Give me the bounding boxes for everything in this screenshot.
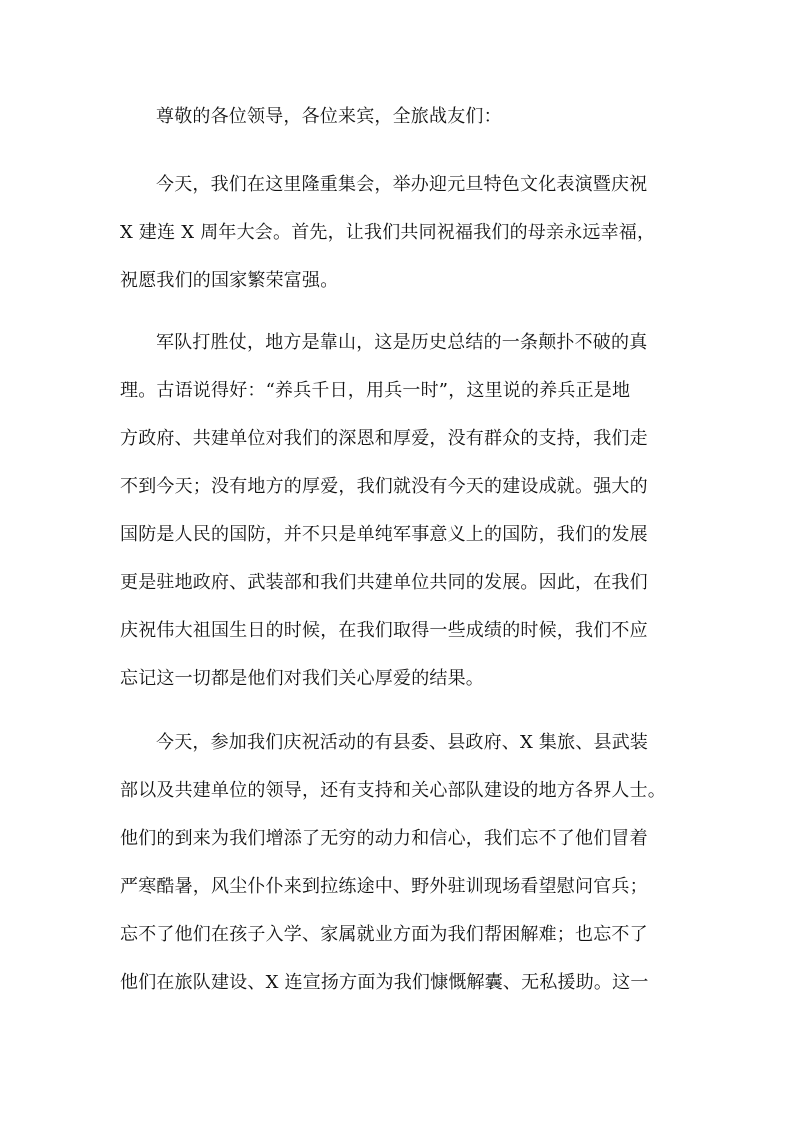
paragraph-line: 今天，参加我们庆祝活动的有县委、县政府、X 集旅、县武装 — [156, 732, 649, 753]
salutation-block — [120, 105, 700, 129]
paragraph-1 — [120, 173, 700, 293]
paragraph-2 — [120, 331, 700, 691]
paragraph-line: 他们在旅队建设、X 连宣扬方面为我们慷慨解囊、无私援助。这一 — [120, 972, 649, 993]
paragraph-line: 军队打胜仗，地方是靠山，这是历史总结的一条颠扑不破的真 — [156, 332, 648, 353]
salutation: 尊敬的各位领导，各位来宾，全旅战友们： — [156, 106, 502, 127]
paragraph-line: 不到今天；没有地方的厚爱，我们就没有今天的建设成就。强大的 — [120, 476, 648, 497]
paragraph-line: X 建连 X 周年大会。首先，让我们共同祝福我们的母亲永远幸福， — [120, 222, 656, 243]
paragraph-3 — [120, 731, 700, 995]
paragraph-line: 他们的到来为我们增添了无穷的动力和信心，我们忘不了他们冒着 — [120, 828, 648, 849]
paragraph-line: 国防是人民的国防，并不只是单纯军事意义上的国防，我们的发展 — [120, 524, 648, 545]
paragraph-line: 忘记这一切都是他们对我们关心厚爱的结果。 — [120, 668, 484, 689]
paragraph-line: 更是驻地政府、武装部和我们共建单位共同的发展。因此，在我们 — [120, 572, 648, 593]
paragraph-line: 庆祝伟大祖国生日的时候，在我们取得一些成绩的时候，我们不应 — [120, 620, 648, 641]
paragraph-line: 祝愿我们的国家繁荣富强。 — [120, 270, 339, 291]
paragraph-line: 部以及共建单位的领导，还有支持和关心部队建设的地方各界人士。 — [120, 780, 666, 801]
paragraph-line: 今天，我们在这里隆重集会，举办迎元旦特色文化表演暨庆祝 — [156, 174, 648, 195]
paragraph-line: 忘不了他们在孩子入学、家属就业方面为我们帮困解难；也忘不了 — [120, 924, 648, 945]
paragraph-line: 方政府、共建单位对我们的深恩和厚爱，没有群众的支持，我们走 — [120, 428, 648, 449]
paragraph-line: 理。古语说得好：“养兵千日，用兵一时”，这里说的养兵正是地 — [120, 380, 631, 401]
paragraph-line: 严寒酷暑，风尘仆仆来到拉练途中、野外驻训现场看望慰问官兵； — [120, 876, 648, 897]
